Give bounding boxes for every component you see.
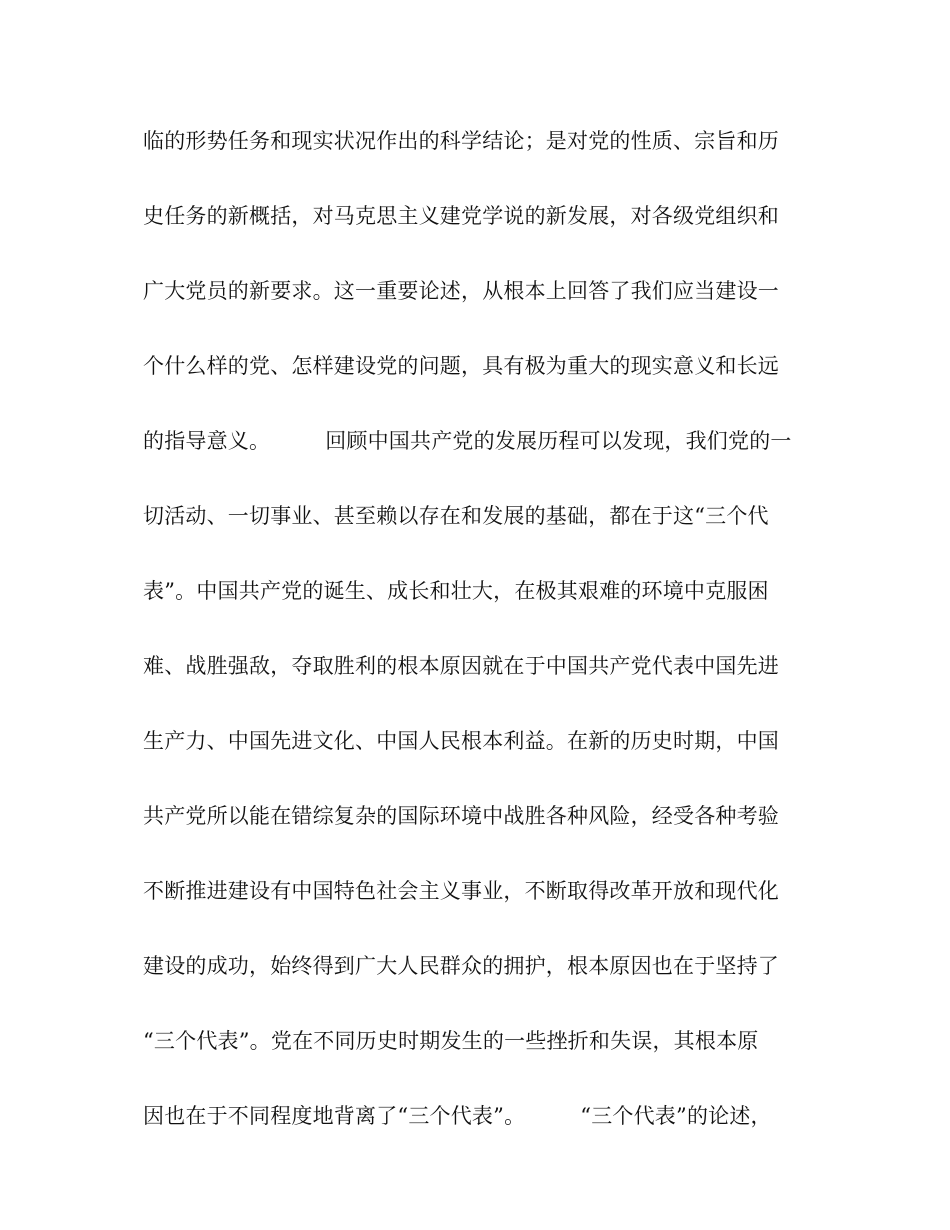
text-line: 不断推进建设有中国特色社会主义事业，不断取得改革开放和现代化: [143, 879, 779, 903]
text-line: 因也在于不同程度地背离了“三个代表”。 “三个代表”的论述，: [143, 1104, 772, 1128]
text-line: 切活动、一切事业、甚至赖以存在和发展的基础，都在于这“三个代: [143, 504, 769, 528]
text-line: 共产党所以能在错综复杂的国际环境中战胜各种风险，经受各种考验: [143, 804, 779, 828]
text-line: 难、战胜强敌，夺取胜利的根本原因就在于中国共产党代表中国先进: [143, 654, 779, 678]
text-line: 史任务的新概括，对马克思主义建党学说的新发展，对各级党组织和: [143, 204, 779, 228]
text-line: 的指导意义。 回顾中国共产党的发展历程可以发现，我们党的一: [143, 429, 792, 453]
text-line: 表”。中国共产党的诞生、成长和壮大，在极其艰难的环境中克服困: [143, 579, 769, 603]
body-text: [143, 126, 823, 1176]
text-line: 建设的成功，始终得到广大人民群众的拥护，根本原因也在于坚持了: [143, 954, 779, 978]
text-line: 个什么样的党、怎样建设党的问题，具有极为重大的现实意义和长远: [143, 354, 779, 378]
text-line: 临的形势任务和现实状况作出的科学结论；是对党的性质、宗旨和历: [143, 129, 779, 153]
text-line: “三个代表”。党在不同历史时期发生的一些挫折和失误，其根本原: [143, 1029, 759, 1053]
text-line: 生产力、中国先进文化、中国人民根本利益。在新的历史时期，中国: [143, 729, 779, 753]
text-line: 广大党员的新要求。这一重要论述，从根本上回答了我们应当建设一: [143, 279, 779, 303]
